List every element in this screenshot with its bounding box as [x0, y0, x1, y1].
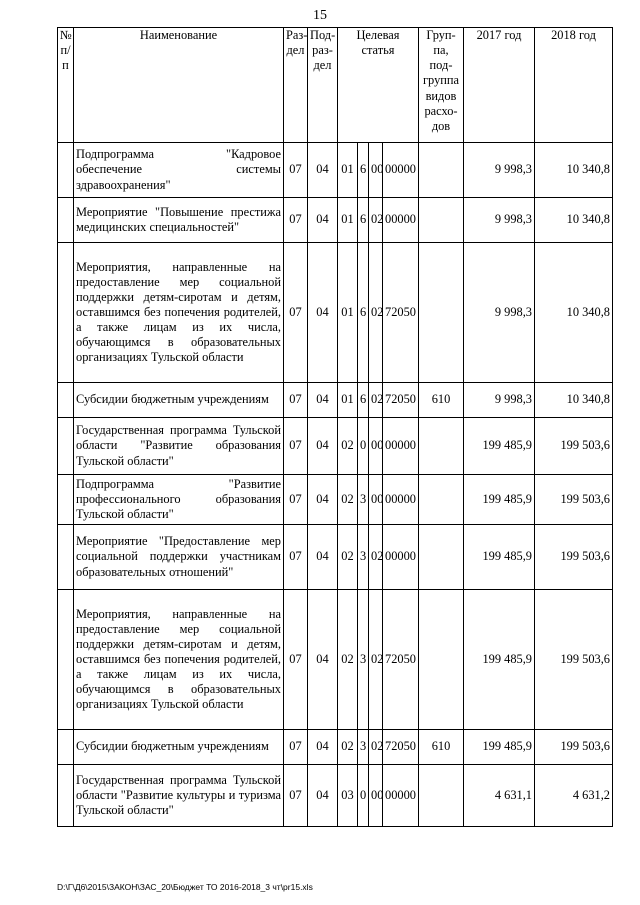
amount-2018-cell: 10 340,8 — [535, 383, 613, 418]
section-cell: 07 — [284, 198, 308, 243]
section-cell: 07 — [284, 730, 308, 765]
name-cell: Мероприятие "Повышение престижа медицинских специальностей" — [74, 198, 284, 243]
target-program-cell: 01 — [338, 383, 358, 418]
target-subprogram-cell: 6 — [358, 243, 369, 383]
header-2018: 2018 год — [535, 28, 613, 143]
target-activity-cell: 02 — [369, 243, 383, 383]
subsection-cell: 04 — [308, 243, 338, 383]
target-program-cell: 01 — [338, 143, 358, 198]
group-cell — [419, 198, 464, 243]
file-path-footer: D:\Г\Д6\2015\ЗАКОН\ЗАС_20\Бюджет ТО 2016-2018_3 чт\pr15.xls — [57, 882, 313, 892]
amount-2018-cell: 199 503,6 — [535, 525, 613, 590]
group-cell: 610 — [419, 730, 464, 765]
name-cell: Субсидии бюджетным учреждениям — [74, 383, 284, 418]
target-activity-cell: 02 — [369, 730, 383, 765]
target-direction-cell: 72050 — [383, 243, 419, 383]
num-cell — [58, 525, 74, 590]
amount-2018-cell: 10 340,8 — [535, 143, 613, 198]
target-program-cell: 02 — [338, 590, 358, 730]
target-subprogram-cell: 6 — [358, 383, 369, 418]
section-cell: 07 — [284, 143, 308, 198]
target-subprogram-cell: 0 — [358, 418, 369, 475]
num-cell — [58, 143, 74, 198]
name-cell: Государственная программа Тульской области "Развитие образования Тульской области" — [74, 418, 284, 475]
amount-2018-cell: 199 503,6 — [535, 475, 613, 525]
table-row — [58, 765, 613, 827]
table-row — [58, 475, 613, 525]
num-cell — [58, 243, 74, 383]
num-cell — [58, 730, 74, 765]
num-cell — [58, 418, 74, 475]
target-subprogram-cell: 3 — [358, 475, 369, 525]
target-program-cell: 01 — [338, 198, 358, 243]
target-program-cell: 02 — [338, 418, 358, 475]
subsection-cell: 04 — [308, 525, 338, 590]
group-cell: 610 — [419, 383, 464, 418]
name-cell: Подпрограмма "Кадровое обеспечение системы здравоохранения" — [74, 143, 284, 198]
name-cell: Мероприятия, направленные на предоставление мер социальной поддержки детям-сиротам и детям, оставшимся без попечения родителей, а также лицам из их числа, обучающимся в образовательных организациях Тульской области — [74, 243, 284, 383]
group-cell — [419, 243, 464, 383]
table-row — [58, 243, 613, 383]
header-group: Груп-па, под-группа видов расхо-дов — [419, 28, 464, 143]
target-subprogram-cell: 3 — [358, 525, 369, 590]
num-cell — [58, 383, 74, 418]
section-cell: 07 — [284, 383, 308, 418]
section-cell: 07 — [284, 525, 308, 590]
target-program-cell: 03 — [338, 765, 358, 827]
section-cell: 07 — [284, 475, 308, 525]
group-cell — [419, 418, 464, 475]
amount-2018-cell: 4 631,2 — [535, 765, 613, 827]
subsection-cell: 04 — [308, 765, 338, 827]
target-activity-cell: 02 — [369, 383, 383, 418]
amount-2017-cell: 199 485,9 — [464, 730, 535, 765]
target-activity-cell: 02 — [369, 590, 383, 730]
amount-2017-cell: 199 485,9 — [464, 475, 535, 525]
header-target: Целевая статья — [338, 28, 419, 143]
subsection-cell: 04 — [308, 590, 338, 730]
num-cell — [58, 590, 74, 730]
target-direction-cell: 72050 — [383, 730, 419, 765]
target-activity-cell: 02 — [369, 198, 383, 243]
name-cell: Субсидии бюджетным учреждениям — [74, 730, 284, 765]
target-program-cell: 02 — [338, 525, 358, 590]
subsection-cell: 04 — [308, 383, 338, 418]
table-row — [58, 730, 613, 765]
amount-2018-cell: 10 340,8 — [535, 198, 613, 243]
table-row — [58, 590, 613, 730]
target-subprogram-cell: 6 — [358, 143, 369, 198]
subsection-cell: 04 — [308, 730, 338, 765]
amount-2017-cell: 9 998,3 — [464, 198, 535, 243]
header-name: Наименование — [74, 28, 284, 143]
section-cell: 07 — [284, 418, 308, 475]
name-cell: Мероприятия, направленные на предоставление мер социальной поддержки детям-сиротам и детям, оставшимся без попечения родителей, а также лицам из их числа, обучающимся в образовательных организациях Тульской области — [74, 590, 284, 730]
header-2017: 2017 год — [464, 28, 535, 143]
target-program-cell: 02 — [338, 475, 358, 525]
target-program-cell: 01 — [338, 243, 358, 383]
header-num: № п/п — [58, 28, 74, 143]
group-cell — [419, 475, 464, 525]
subsection-cell: 04 — [308, 198, 338, 243]
name-cell: Подпрограмма "Развитие профессионального образования Тульской области" — [74, 475, 284, 525]
group-cell — [419, 143, 464, 198]
target-direction-cell: 72050 — [383, 383, 419, 418]
group-cell — [419, 590, 464, 730]
target-subprogram-cell: 3 — [358, 730, 369, 765]
target-direction-cell: 00000 — [383, 525, 419, 590]
target-subprogram-cell: 3 — [358, 590, 369, 730]
budget-table — [57, 27, 613, 827]
num-cell — [58, 475, 74, 525]
amount-2017-cell: 199 485,9 — [464, 418, 535, 475]
target-direction-cell: 00000 — [383, 198, 419, 243]
section-cell: 07 — [284, 765, 308, 827]
amount-2018-cell: 10 340,8 — [535, 243, 613, 383]
subsection-cell: 04 — [308, 418, 338, 475]
amount-2017-cell: 9 998,3 — [464, 243, 535, 383]
name-cell: Мероприятие "Предоставление мер социальной поддержки участникам образовательных отношений" — [74, 525, 284, 590]
section-cell: 07 — [284, 590, 308, 730]
header-row — [58, 28, 613, 143]
amount-2017-cell: 9 998,3 — [464, 383, 535, 418]
table-row — [58, 383, 613, 418]
subsection-cell: 04 — [308, 143, 338, 198]
header-section: Раз-дел — [284, 28, 308, 143]
subsection-cell: 04 — [308, 475, 338, 525]
target-direction-cell: 00000 — [383, 418, 419, 475]
amount-2018-cell: 199 503,6 — [535, 590, 613, 730]
table-row — [58, 525, 613, 590]
target-activity-cell: 02 — [369, 525, 383, 590]
name-cell: Государственная программа Тульской области "Развитие культуры и туризма Тульской области" — [74, 765, 284, 827]
group-cell — [419, 525, 464, 590]
target-activity-cell: 00 — [369, 475, 383, 525]
amount-2017-cell: 199 485,9 — [464, 525, 535, 590]
num-cell — [58, 198, 74, 243]
target-subprogram-cell: 0 — [358, 765, 369, 827]
target-direction-cell: 72050 — [383, 590, 419, 730]
target-direction-cell: 00000 — [383, 475, 419, 525]
amount-2017-cell: 4 631,1 — [464, 765, 535, 827]
target-activity-cell: 00 — [369, 143, 383, 198]
table-row — [58, 143, 613, 198]
amount-2018-cell: 199 503,6 — [535, 418, 613, 475]
target-program-cell: 02 — [338, 730, 358, 765]
table-body — [58, 143, 613, 827]
table-row — [58, 198, 613, 243]
amount-2018-cell: 199 503,6 — [535, 730, 613, 765]
header-subsection: Под-раз-дел — [308, 28, 338, 143]
target-subprogram-cell: 6 — [358, 198, 369, 243]
target-direction-cell: 00000 — [383, 143, 419, 198]
target-direction-cell: 00000 — [383, 765, 419, 827]
table-row — [58, 418, 613, 475]
target-activity-cell: 00 — [369, 418, 383, 475]
amount-2017-cell: 9 998,3 — [464, 143, 535, 198]
num-cell — [58, 765, 74, 827]
page-number: 15 — [313, 8, 327, 23]
group-cell — [419, 765, 464, 827]
section-cell: 07 — [284, 243, 308, 383]
amount-2017-cell: 199 485,9 — [464, 590, 535, 730]
target-activity-cell: 00 — [369, 765, 383, 827]
